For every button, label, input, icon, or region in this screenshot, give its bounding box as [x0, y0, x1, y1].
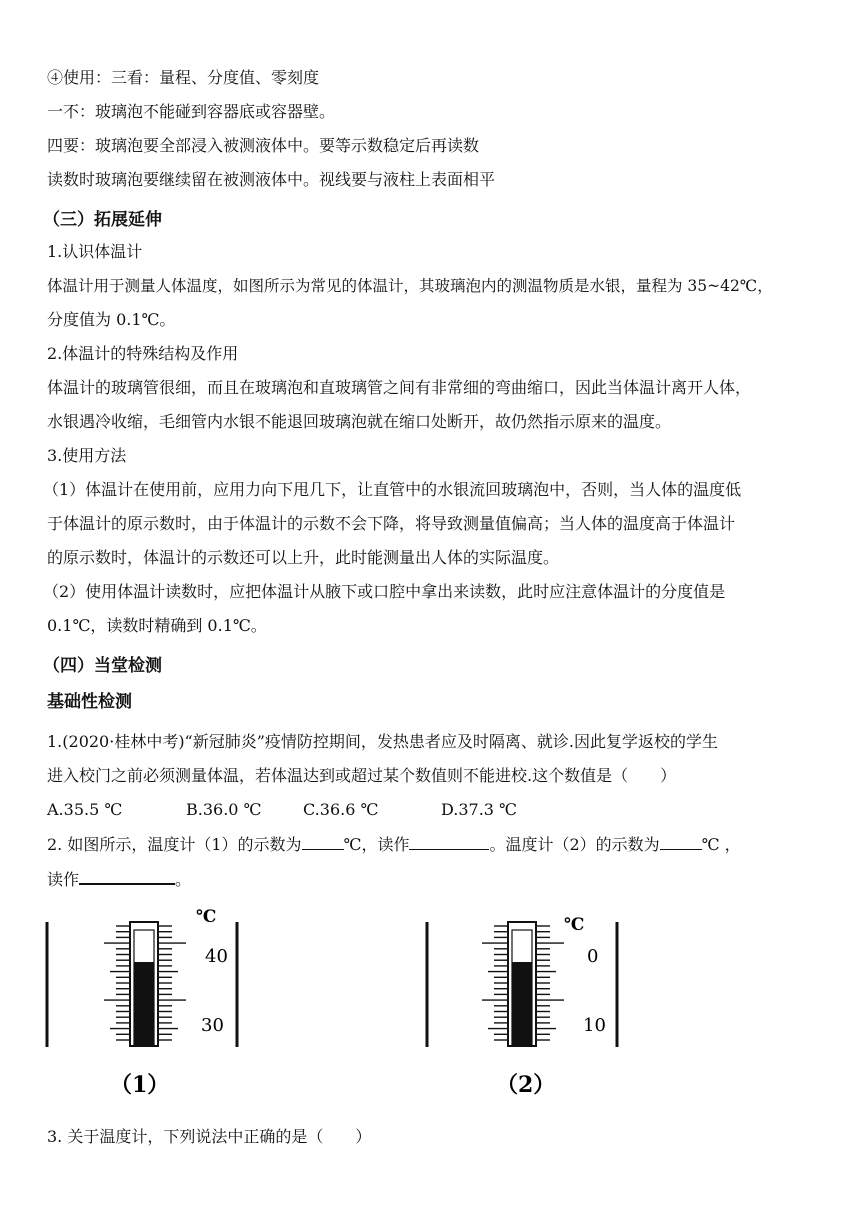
question-2-line-2 — [47, 868, 191, 890]
question-2-line-1 — [47, 834, 741, 855]
unit-label: ℃ — [564, 915, 585, 935]
figure-caption-2: （2） — [496, 1072, 556, 1098]
question-3-text: 3. 关于温度计，下列说法中正确的是（ ） — [47, 1127, 372, 1146]
scale-label-top: 0 — [587, 946, 599, 967]
question-1-options — [47, 800, 517, 820]
para-text: 的原示数时，体温计的示数还可以上升，此时能测量出人体的实际温度。 — [47, 548, 560, 567]
scale-label-bottom: 30 — [201, 1015, 224, 1036]
usage-one-not: 一不：玻璃泡不能碰到容器底或容器壁。 — [47, 102, 336, 121]
answer-blank-1[interactable] — [302, 834, 344, 850]
question-2-text: ℃，读作 — [343, 835, 410, 854]
section-heading-check: （四）当堂检测 — [43, 656, 162, 676]
para-text: 0.1℃，读数时精确到 0.1℃。 — [47, 616, 267, 635]
question-2-text: 。 — [175, 870, 192, 889]
para-text: （1）体温计在使用前，应用力向下甩几下，让直管中的水银流回玻璃泡中，否则，当人体的温度低 — [43, 480, 742, 499]
answer-blank-4[interactable] — [79, 868, 175, 885]
usage-four-must: 四要：玻璃泡要全部浸入被测液体中。要等示数稳定后再读数 — [47, 136, 480, 155]
thermometer-1-figure — [40, 900, 260, 1100]
option-a: A.35.5 ℃ — [47, 800, 123, 819]
para-text: 分度值为 0.1℃。 — [47, 310, 176, 329]
para-text: （2）使用体温计读数时，应把体温计从腋下或口腔中拿出来读数，此时应注意体温计的分度值是 — [43, 582, 726, 601]
subheading-basic-check: 基础性检测 — [47, 692, 132, 712]
question-1-text: 1.(2020·桂林中考)“新冠肺炎”疫情防控期间，发热患者应及时隔离、就诊.因此复学返校的学生 — [47, 732, 719, 751]
section-heading-extension: （三）拓展延伸 — [43, 210, 162, 230]
para-title-1: 1.认识体温计 — [47, 242, 143, 261]
figure-caption-1: （1） — [110, 1072, 170, 1098]
para-text: 水银遇冷收缩，毛细管内水银不能退回玻璃泡就在缩口处断开，故仍然指示原来的温度。 — [47, 412, 672, 431]
scale-label-top: 40 — [205, 946, 228, 967]
question-2-text: 2. 如图所示，温度计（1）的示数为 — [47, 835, 302, 854]
scale-label-bottom: 10 — [583, 1015, 606, 1036]
question-2-text: ℃ ， — [701, 835, 741, 854]
answer-blank-2[interactable] — [409, 834, 489, 850]
para-title-2: 2.体温计的特殊结构及作用 — [47, 344, 239, 363]
option-d: D.37.3 ℃ — [441, 800, 517, 819]
para-text: 体温计用于测量人体温度，如图所示为常见的体温计，其玻璃泡内的测温物质是水银，量程为 35~42℃， — [47, 277, 773, 295]
para-text: 于体温计的原示数时，由于体温计的示数不会下降，将导致测量值偏高；当人体的温度高于体温计 — [47, 514, 736, 533]
thermometer-2-figure — [420, 900, 640, 1100]
usage-four-must-2: 读数时玻璃泡要继续留在被测液体中。视线要与液柱上表面相平 — [47, 170, 496, 189]
para-text: 体温计的玻璃管很细，而且在玻璃泡和直玻璃管之间有非常细的弯曲缩口，因此当体温计离开人体， — [47, 378, 752, 397]
liquid-column — [134, 962, 154, 1046]
para-title-3: 3.使用方法 — [47, 446, 127, 465]
liquid-column — [512, 962, 532, 1046]
option-c: C.36.6 ℃ — [303, 800, 379, 819]
answer-blank-3[interactable] — [660, 834, 702, 850]
usage-three-look: ④使用：三看：量程、分度值、零刻度 — [47, 68, 320, 87]
option-b: B.36.0 ℃ — [186, 800, 262, 819]
question-1-text: 进入校门之前必须测量体温，若体温达到或超过某个数值则不能进校.这个数值是（ ） — [47, 766, 677, 785]
question-2-text: 读作 — [47, 870, 80, 889]
question-2-text: 。温度计（2）的示数为 — [489, 835, 660, 854]
unit-label: ℃ — [196, 907, 217, 927]
